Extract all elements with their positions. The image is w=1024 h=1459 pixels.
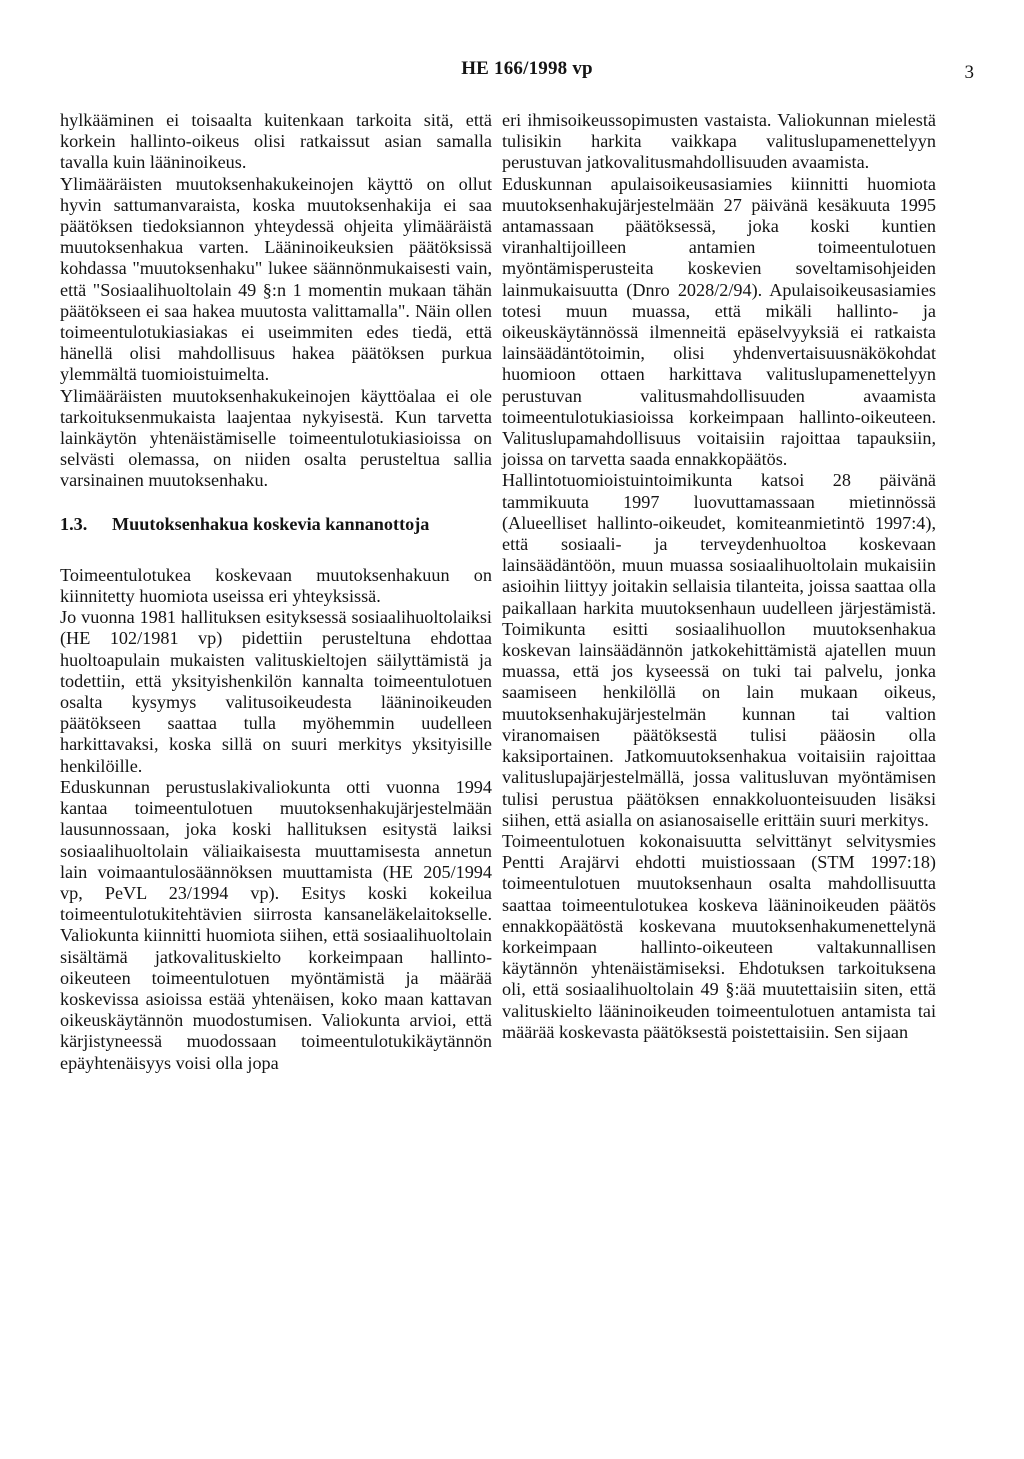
section-number: 1.3. bbox=[60, 513, 88, 534]
paragraph: Toimeentulotuen kokonaisuutta selvittänyt selvitysmies Pentti Arajärvi ehdotti muistiossaan (STM 1997:18) toimeentulotuen muutoksenhaun osalta mahdollisuutta saattaa toimeentulotukea koskeva lääninoikeuden päätös ennakkopäätöstä koskevana muutoksenhakumenettelynä korkeimpaan hallinto-oikeuteen valtakunnallisen käytännön yhtenäistämiseksi. Ehdotuksen tarkoituksena oli, että sosiaalihuoltolain 49 §:ää muutettaisiin siten, että valituskielto lääninoikeuden toimeentulotuen antamista tai määrää koskevasta päätöksestä poistettaisiin. Sen sijaan bbox=[502, 830, 936, 1042]
paragraph: Ylimääräisten muutoksenhakukeinojen käyttöalaa ei ole tarkoituksenmukaista laajentaa nykyisestä. Kun tarvetta lainkäytön yhtenäistämiselle toimeentulotukiasioissa on selvästi olemassa, on niiden osalta perusteltua sallia varsinainen muutoksenhaku. bbox=[60, 385, 492, 491]
paragraph: eri ihmisoikeussopimusten vastaista. Valiokunnan mielestä tulisikin harkita vaikkapa valituslupamenettelyyn perustuvan jatkovalitusmahdollisuuden avaamista. bbox=[502, 110, 936, 173]
page-header bbox=[0, 58, 1024, 88]
paragraph: Toimeentulotukea koskevaan muutoksenhakuun on kiinnitetty huomiota useissa eri yhteyksissä. bbox=[60, 564, 492, 607]
paragraph: Jo vuonna 1981 hallituksen esityksessä sosiaalihuoltolaiksi (HE 102/1981 vp) pidettiin perusteltuna ehdottaa huoltoapulain mukaisten valituskieltojen säilyttämistä ja todettiin, että yksityishenkilön kannalta toimeentulotuen osalta kysymys valitusoikeudesta lääninoikeuden päätökseen saattaa tulla myöhemmin uudelleen harkittavaksi, koska sillä on suuri merkitys yksityisille henkilöille. bbox=[60, 607, 492, 776]
paragraph: Eduskunnan apulaisoikeusasiamies kiinnitti huomiota muutoksenhakujärjestelmään 27 päivänä kesäkuuta 1995 antamassaan päätöksessä, joka koski kuntien viranhaltijoilleen antamien toimeentulotuen myöntämisperusteita koskevien soveltamisohjeiden lainmukaisuutta (Dnro 2028/2/94). Apulaisoikeusasiamies totesi muun muassa, että mikäli hallinto- ja oikeuskäytännössä ilmenneitä epäselvyyksiä ei ratkaista lainsäädäntötoimin, olisi yhdenvertaisuusnäkökohdat huomioon ottaen harkittava valituslupamenettelyyn perustuvan valitusmahdollisuuden avaamista toimeentulotukiasioissa korkeimpaan hallinto-oikeuteen. Valituslupamahdollisuus voitaisiin rajoittaa tapauksiin, joissa on tarvetta saada ennakkopäätös. bbox=[502, 173, 936, 470]
paragraph: hylkääminen ei toisaalta kuitenkaan tarkoita sitä, että korkein hallinto-oikeus olisi ratkaissut asian samalla tavalla kuin lääninoikeus. bbox=[60, 110, 492, 173]
section-title: Muutoksenhakua koskevia kannanottoja bbox=[112, 513, 430, 534]
paragraph: Eduskunnan perustuslakivaliokunta otti vuonna 1994 kantaa toimeentulotuen muutoksenhakujärjestelmään lausunnossaan, joka koski hallituksen esitystä laiksi sosiaalihuoltolain väliaikaisesta muuttamisesta annetun lain voimaantulosäännöksen muuttamista (HE 205/1994 vp, PeVL 23/1994 vp). Esitys koski kokeilua toimeentulotukitehtävien siirrosta kansaneläkelaitokselle. Valiokunta kiinnitti huomiota siihen, että sosiaalihuoltolain sisältämä jatkovalituskielto korkeimpaan hallinto-oikeuteen toimeentulotuen myöntämistä ja määrää koskevissa asioissa estää yhtenäisen, koko maan kattavan oikeuskäytännön muodostumisen. Valiokunta arvioi, että kärjistyneessä muodossaan toimeentulotukikäytännön epäyhtenäisyys voisi olla jopa bbox=[60, 776, 492, 1073]
page-number: 3 bbox=[964, 62, 974, 83]
paragraph: Ylimääräisten muutoksenhakukeinojen käyttö on ollut hyvin sattumanvaraista, koska muutoksenhakija ei saa päätöksen tiedoksiannon yhteydessä ohjeita ylimääräistä muutoksenhakua varten. Lääninoikeuksien päätöksissä kohdassa "muutoksenhaku" lukee säännönmukaisesti vain, että "Sosiaalihuoltolain 49 §:n 1 momentin mukaan tähän päätökseen ei saa hakea muutosta valittamalla". Näin ollen toimeentulotukiasiakas ei useimmiten edes tiedä, että hänellä olisi mahdollisuus hakea päätöksen purkua ylemmältä tuomioistuimelta. bbox=[60, 173, 492, 385]
section-heading bbox=[60, 514, 492, 535]
right-column bbox=[502, 110, 936, 1043]
paragraph: Hallintotuomioistuintoimikunta katsoi 28 päivänä tammikuuta 1997 luovuttamassaan mietinnössä (Alueelliset hallinto-oikeudet, komiteanmietintö 1997:4), että sosiaali- ja terveydenhuoltoa koskevaan lainsäädäntöön, muun muassa sosiaalihuoltolain mukaisiin asioihin liittyy joitakin sellaisia tilanteita, joissa saattaa olla paikallaan harkita muutoksenhaun uudelleen järjestämistä. Toimikunta esitti sosiaalihuollon muutoksenhakua koskevan lainsäädännön jatkokehittämistä ajatellen muun muassa, että jos kyseessä on tuki tai palvelu, jonka saamiseen henkilöllä on lain mukaan oikeus, muutoksenhakujärjestelmän kunnan tai valtion viranomaisen päätöksestä tulisi pääosin olla kaksiportainen. Jatkomuutoksenhakua voitaisiin rajoittaa valituslupajärjestelmällä, jossa valitusluvan myöntämisen tulisi perustua päätöksen ennakkoluonteisuuden lisäksi siihen, että asialla on asianosaiselle erittäin suuri merkitys. bbox=[502, 470, 936, 830]
left-column bbox=[60, 110, 492, 1074]
document-title: HE 166/1998 vp bbox=[461, 58, 593, 79]
